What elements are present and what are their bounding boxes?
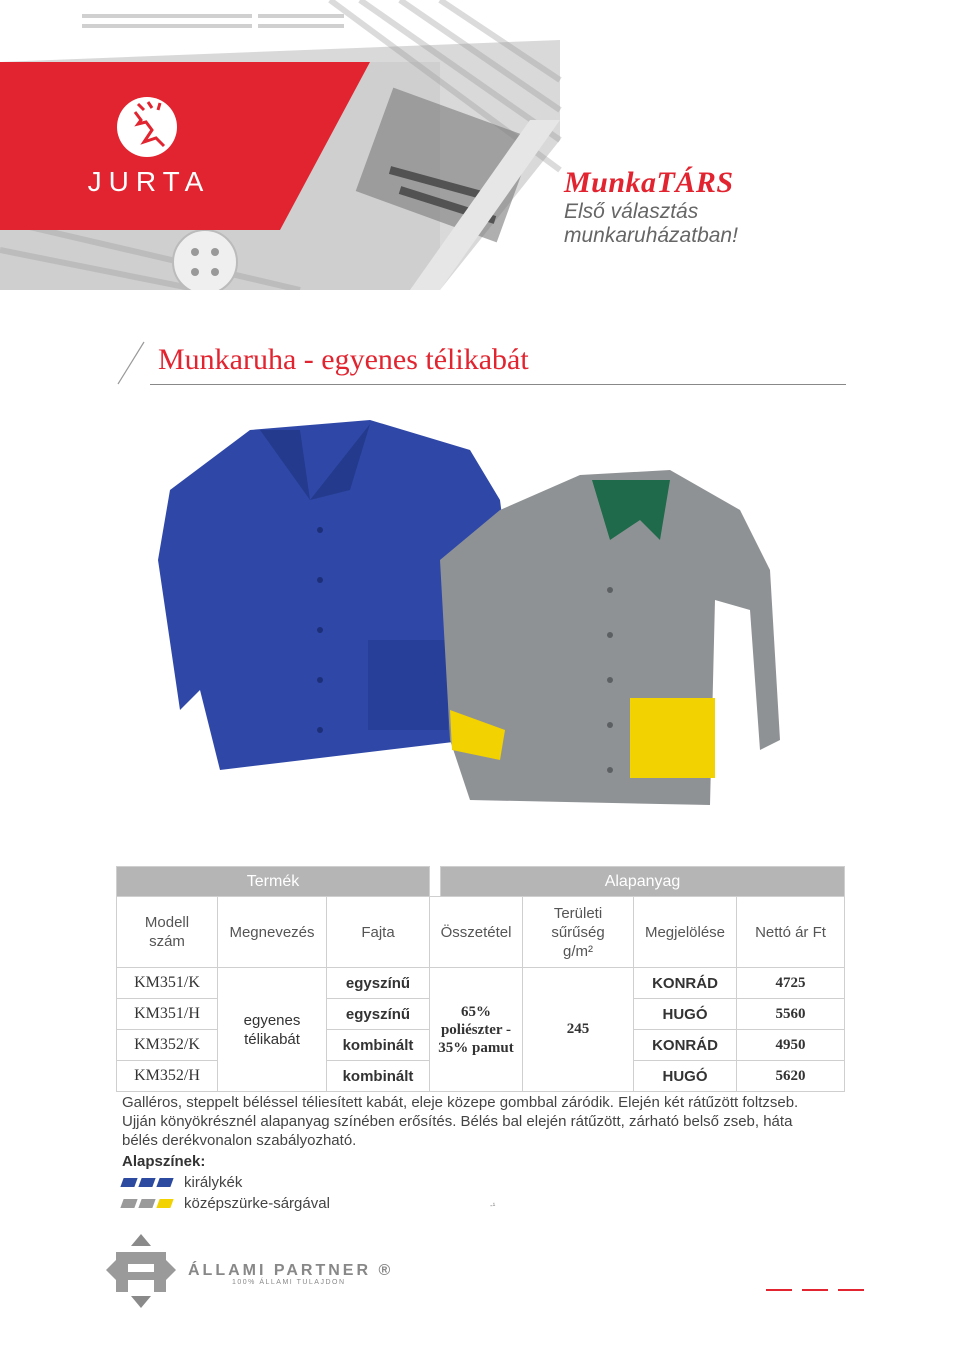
col-header-name: Megnevezés [218, 897, 327, 968]
model-cell: KM351/H [117, 999, 218, 1030]
price-cell: 5560 [737, 999, 845, 1030]
header-banner [0, 0, 960, 290]
model-cell: KM352/K [117, 1030, 218, 1061]
col-header-density: Területi sűrűség g/m² [523, 897, 634, 968]
group-header-product: Termék [117, 867, 430, 897]
page-title: Munkaruha - egyenes télikabát [158, 343, 529, 376]
footer-partner-sub: 100% ÁLLAMI TULAJDON [232, 1279, 346, 1286]
color-name: királykék [184, 1173, 243, 1191]
composition-cell: 65% poliészter - 35% pamut [430, 968, 523, 1092]
col-header-model: Modell szám [117, 897, 218, 968]
grey-jacket-image [440, 470, 780, 805]
price-cell: 5620 [737, 1061, 845, 1092]
designation-cell: HUGÓ [634, 999, 737, 1030]
price-cell: 4725 [737, 968, 845, 999]
model-cell: KM352/H [117, 1061, 218, 1092]
color-name: középszürke-sárgával [184, 1194, 330, 1212]
title-slash [116, 340, 146, 386]
col-header-type: Fajta [327, 897, 430, 968]
color-option-grey-yellow [122, 1196, 330, 1210]
brand-title: MunkaTÁRS [564, 166, 734, 199]
footer-dash [838, 1289, 864, 1291]
spec-table [116, 866, 845, 1092]
type-cell: kombinált [327, 1030, 430, 1061]
name-cell: egyenes télikabát [218, 968, 327, 1092]
footer-dash [766, 1289, 792, 1291]
color-option-blue [122, 1175, 242, 1189]
brand-subtitle: Első választás munkaruházatban! [564, 200, 738, 247]
designation-cell: HUGÓ [634, 1061, 737, 1092]
designation-cell: KONRÁD [634, 968, 737, 999]
allami-partner-logo-icon [96, 1232, 186, 1310]
price-cell: 4950 [737, 1030, 845, 1061]
small-mark: -¹ [490, 1201, 496, 1210]
column-header-row [117, 897, 845, 968]
type-cell: egyszínű [327, 968, 430, 999]
swatch [156, 1199, 173, 1208]
footer-partner-name: ÁLLAMI PARTNER ® [188, 1262, 394, 1279]
product-photo [140, 410, 840, 830]
logo-wordmark: JURTA [87, 166, 211, 197]
col-header-price: Nettó ár Ft [737, 897, 845, 968]
type-cell: kombinált [327, 1061, 430, 1092]
title-underline [150, 384, 846, 385]
group-header-material: Alapanyag [441, 867, 845, 897]
designation-cell: KONRÁD [634, 1030, 737, 1061]
tagline [564, 166, 760, 248]
col-header-composition: Összetétel [430, 897, 523, 968]
type-cell: egyszínű [327, 999, 430, 1030]
table-row [117, 968, 845, 999]
footer-dash [802, 1289, 828, 1291]
swatch [120, 1199, 137, 1208]
swatch [138, 1178, 155, 1187]
col-header-designation: Megjelölése [634, 897, 737, 968]
swatch [138, 1199, 155, 1208]
colors-label: Alapszínek: [122, 1153, 206, 1170]
density-cell: 245 [523, 968, 634, 1092]
model-cell: KM351/K [117, 968, 218, 999]
swatch [120, 1178, 137, 1187]
group-header-row [117, 867, 845, 897]
swatch [156, 1178, 173, 1187]
product-description: Galléros, steppelt béléssel téliesített kabát, eleje közepe gombbal záródik. Elején két rátűzött foltzseb. Ujján könyökrésznél alapanyag színében erősítés. Bélés bal elején rátűzött, zárható belső zseb, háta bélés derékvonalon szabályozható. [122, 1094, 799, 1149]
